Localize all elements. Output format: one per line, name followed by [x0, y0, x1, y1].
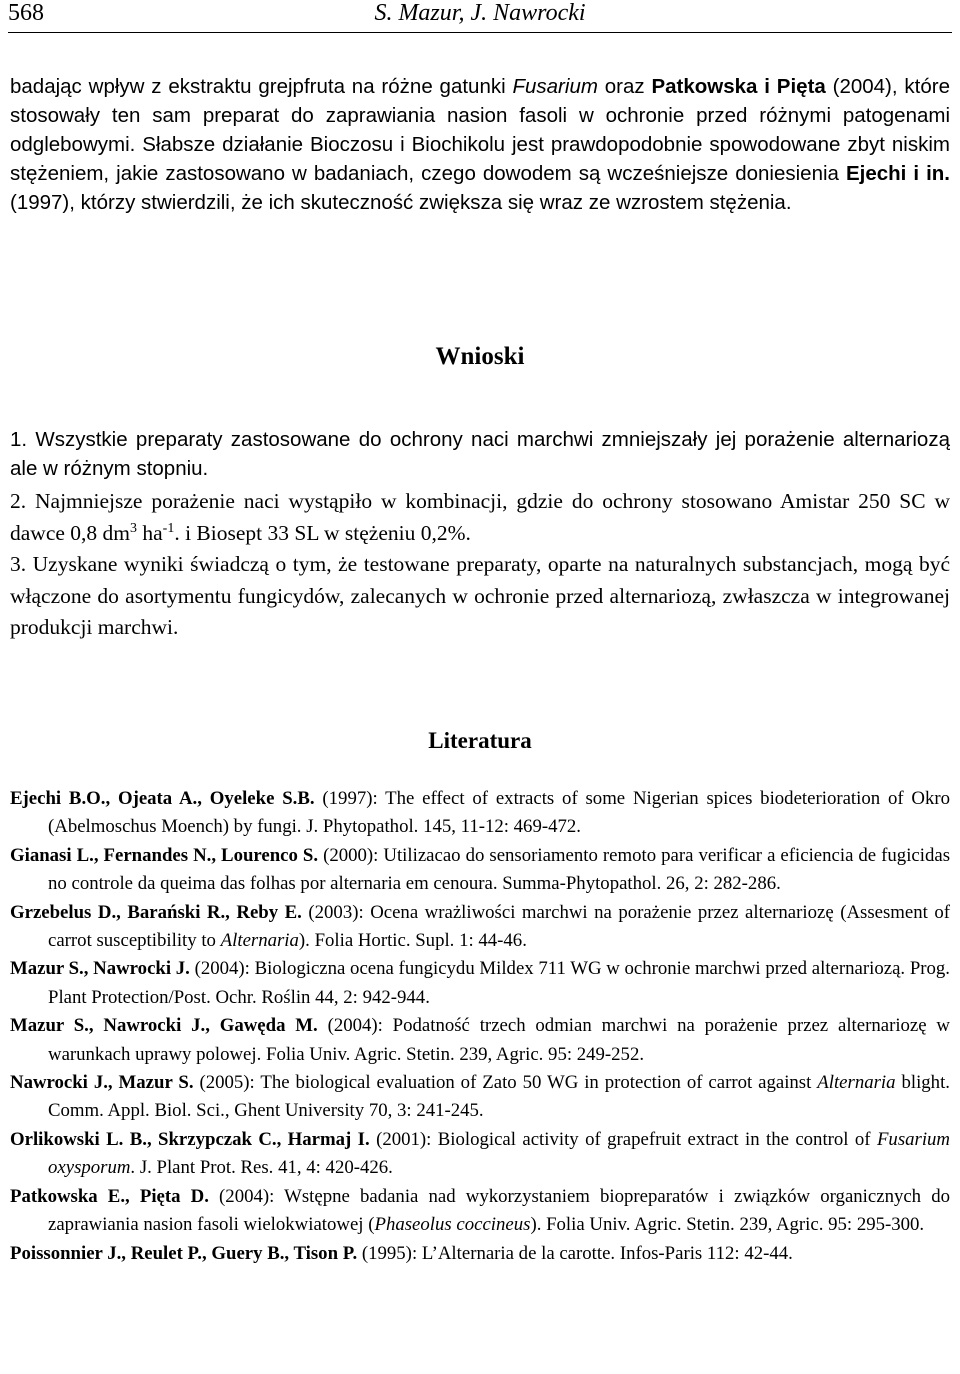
conclusion-2 [10, 486, 950, 549]
superscript: 3 [130, 520, 137, 536]
reference-text: (2001): Biological activity of grapefruit extract in the control of [369, 1128, 877, 1150]
reference-text: (2004): Biologiczna ocena fungicydu Mildex 711 WG w ochronie marchwi przed alternariozą. Prog. Plant Protection/Post. Ochr. Roślin 44, 2: 942-944. [48, 958, 950, 1008]
reference-text: (2004): Wstępne badania nad wykorzystaniem biopreparatów i związków organicznych do zaprawiania nasion fasoli wielokwiatowej ( [48, 1185, 950, 1236]
intro-text-part: (1997), którzy stwierdzili, że ich skuteczność zwiększa się wraz ze wzrostem stężenia. [10, 191, 792, 214]
reference-text: ). Folia Univ. Agric. Stetin. 239, Agric. 95: 295-300. [530, 1214, 925, 1236]
reference-item [10, 955, 950, 1012]
reference-text: (2005): The biological evaluation of Zato 50 WG in protection of carrot against [193, 1072, 818, 1094]
running-header-authors: S. Mazur, J. Nawrocki [374, 0, 586, 26]
reference-italic: Alternaria [220, 930, 299, 952]
conclusion-2-text: ha [137, 520, 163, 545]
conclusion-3: 3. Uzyskane wyniki świadczą o tym, że testowane preparaty, oparte na naturalnych substancjach, mogą być włączone do asortymentu fungicydów, zalecanych w ochronie przed alternariozą, zwłaszcza w integrowanej produkcji marchwi. [10, 552, 950, 639]
intro-text [10, 72, 950, 217]
reference-item [10, 842, 950, 899]
reference-authors: Orlikowski L. B., Skrzypczak C., Harmaj I. [10, 1128, 370, 1150]
section-heading-wnioski: Wnioski [435, 343, 525, 370]
reference-text: ). Folia Hortic. Supl. 1: 44-46. [298, 930, 527, 952]
superscript: -1 [162, 520, 175, 536]
conclusion-2-text: 2. Najmniejsze porażenie naci wystąpiło w kombinacji, gdzie do ochrony stosowano Amistar 250 SC w dawce 0,8 dm [10, 489, 950, 545]
reference-text: (1997): The effect of extracts of some Nigerian spices biodeterioration of Okro (Abelmoschus Moench) by fungi. J. Phytopathol. 145, 11-12: 469-472. [48, 788, 951, 838]
running-header [8, 0, 952, 33]
reference-italic: Alternaria [817, 1072, 896, 1094]
fusarium-italic: Fusarium [512, 75, 598, 98]
reference-text: (2004): Podatność trzech odmian marchwi na porażenie przez alternariozę w warunkach uprawy polowej. Folia Univ. Agric. Stetin. 239, Agric. 95: 249-252. [48, 1015, 950, 1065]
intro-paragraph [10, 72, 950, 217]
reference-text: (2003): Ocena wrażliwości marchwi na porażenie przez alternariozę (Assesment of carrot susceptibility to [48, 901, 950, 952]
reference-authors: Poissonnier J., Reulet P., Guery B., Tison P. [10, 1242, 358, 1264]
reference-text: (1995): L’Alternaria de la carotte. Infos-Paris 112: 42-44. [357, 1242, 793, 1264]
citation-ejechi: Ejechi i in. [845, 162, 951, 185]
reference-authors: Ejechi B.O., Ojeata A., Oyeleke S.B. [10, 788, 315, 809]
conclusion-2-text: . i Biosept 33 SL w stężeniu 0,2%. [174, 520, 471, 545]
reference-authors: Mazur S., Nawrocki J., Gawęda M. [10, 1015, 318, 1037]
reference-item [10, 1183, 950, 1240]
intro-text-part: badając wpływ z ekstraktu grejpfruta na różne gatunki [10, 75, 513, 98]
conclusion-1: 1. Wszystkie preparaty zastosowane do ochrony naci marchwi zmniejszały jej porażenie alternariozą ale w różnym stopniu. [10, 428, 950, 480]
reference-authors: Nawrocki J., Mazur S. [10, 1072, 194, 1094]
citation-patkowska: Patkowska i Pięta [651, 75, 826, 98]
reference-item [10, 1126, 950, 1183]
reference-italic: Fusarium oxysporum [48, 1128, 950, 1179]
intro-text-part: oraz [597, 75, 652, 98]
conclusions-list [10, 425, 950, 644]
reference-item [10, 1240, 950, 1268]
reference-authors: Patkowska E., Pięta D. [10, 1185, 209, 1207]
reference-italic: Phaseolus coccineus [374, 1214, 531, 1236]
reference-item [10, 899, 950, 956]
reference-authors: Grzebelus D., Barański R., Reby E. [10, 901, 302, 923]
reference-authors: Gianasi L., Fernandes N., Lourenco S. [10, 844, 319, 866]
reference-item [10, 785, 950, 842]
reference-text: . J. Plant Prot. Res. 41, 4: 420-426. [130, 1157, 393, 1179]
reference-item [10, 1069, 950, 1126]
intro-text-part: (2004), które stosowały ten sam preparat do zaprawiania nasion fasoli w ochronie przed różnymi patogenami odglebowymi. Słabsze działanie Bioczosu i Biochikolu jest prawdopodobnie spowodowane zbyt niskim stężeniem, jakie zastosowano w badaniach, czego dowodem są wcześniejsze doniesienia [10, 75, 950, 185]
reference-list [10, 785, 950, 1268]
reference-item [10, 1012, 950, 1069]
reference-authors: Mazur S., Nawrocki J. [10, 958, 190, 980]
reference-text: blight. Comm. Appl. Biol. Sci., Ghent University 70, 3: 241-245. [48, 1072, 950, 1122]
reference-text: (2000): Utilizacao do sensoriamento remoto para verificar a eficiencia de fugicidas no controle da queima das folhas por alternaria em cenoura. Summa-Phytopathol. 26, 2: 282-286. [48, 844, 951, 895]
page-number: 568 [8, 0, 44, 26]
section-heading-literatura: Literatura [428, 728, 532, 753]
